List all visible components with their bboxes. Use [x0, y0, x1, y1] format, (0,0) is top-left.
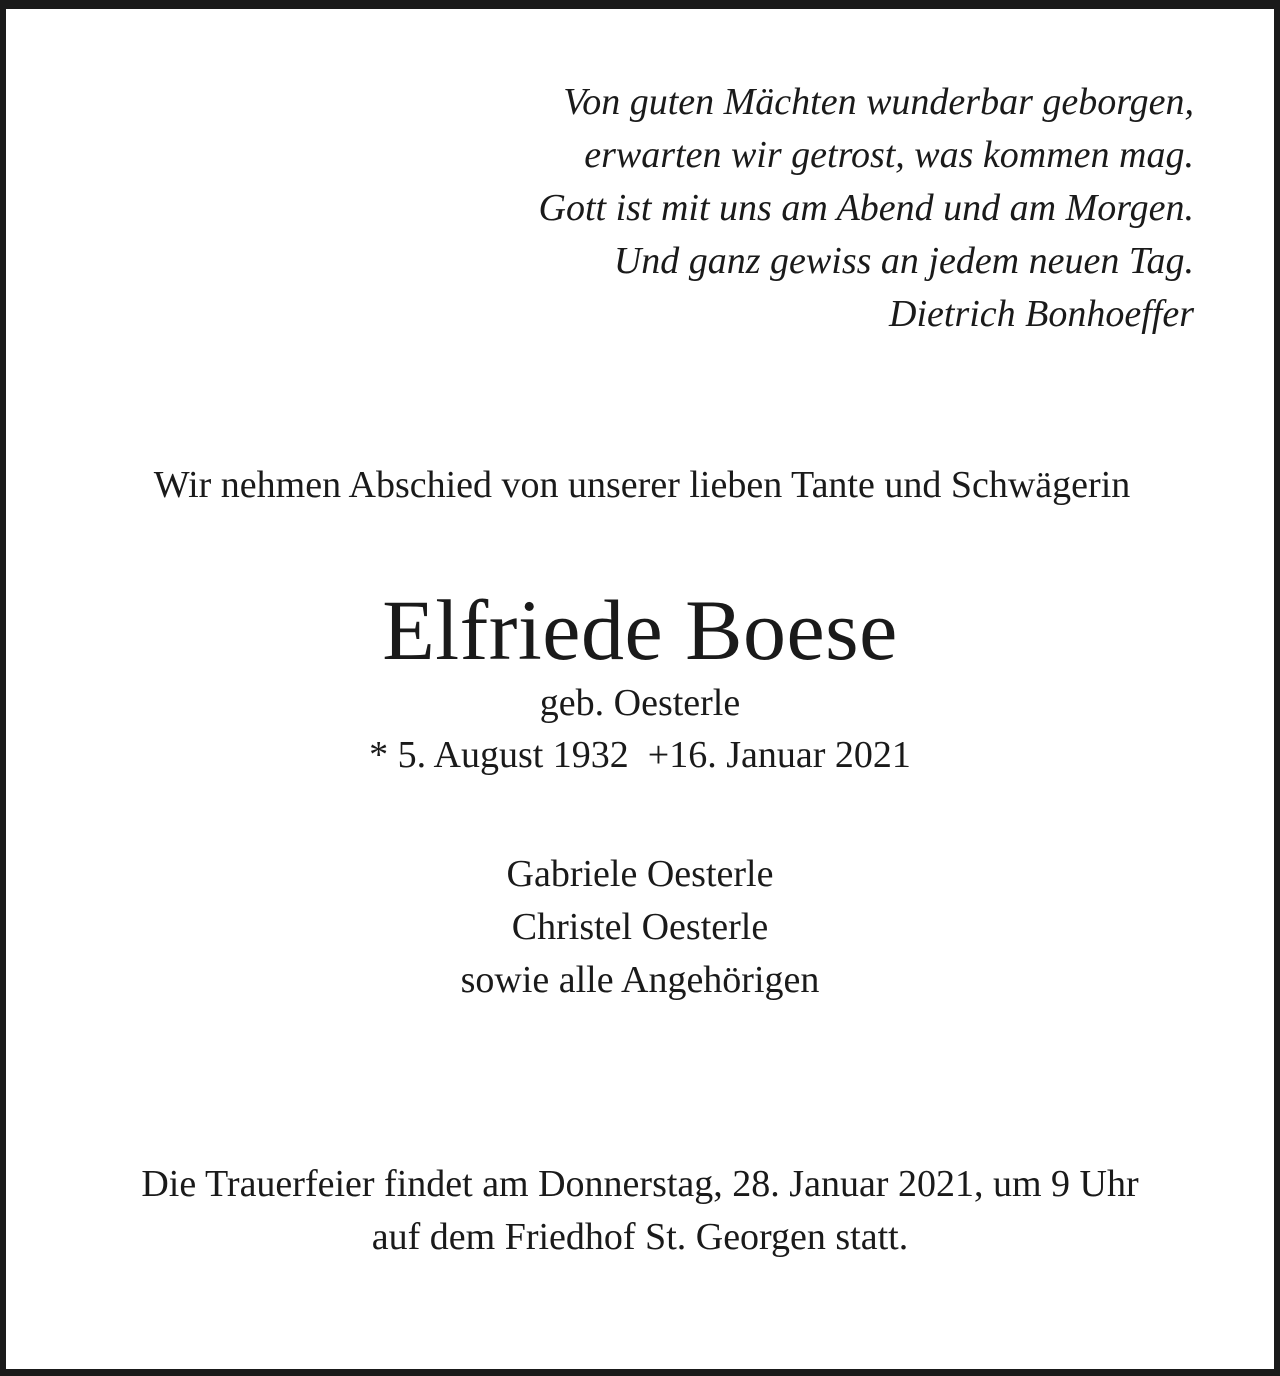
ceremony-notice [0, 1158, 1280, 1264]
quote-line: erwarten wir getrost, was kommen mag. [584, 134, 1194, 176]
ceremony-line: auf dem Friedhof St. Georgen statt. [371, 1216, 909, 1258]
quote-line: Von guten Mächten wunderbar geborgen, [563, 81, 1194, 123]
quote-author: Dietrich Bonhoeffer [889, 293, 1194, 335]
mourner-name: Gabriele Oesterle [506, 853, 774, 895]
bonhoeffer-quote [294, 76, 1194, 341]
deceased-name: Elfriede Boese [382, 582, 898, 678]
mourner-name: sowie alle Angehörigen [460, 959, 820, 1001]
ceremony-line: Die Trauerfeier findet am Donnerstag, 28. Januar 2021, um 9 Uhr [141, 1163, 1139, 1205]
life-dates: * 5. August 1932 +16. Januar 2021 [369, 734, 911, 776]
mourner-name: Christel Oesterle [511, 906, 769, 948]
mourners-list [0, 848, 1280, 1007]
farewell-intro: Wir nehmen Abschied von unserer lieben Tante und Schwägerin [153, 464, 1131, 506]
maiden-name: geb. Oesterle [539, 682, 741, 724]
quote-line: Und ganz gewiss an jedem neuen Tag. [613, 240, 1194, 282]
quote-line: Gott ist mit uns am Abend und am Morgen. [538, 187, 1194, 229]
